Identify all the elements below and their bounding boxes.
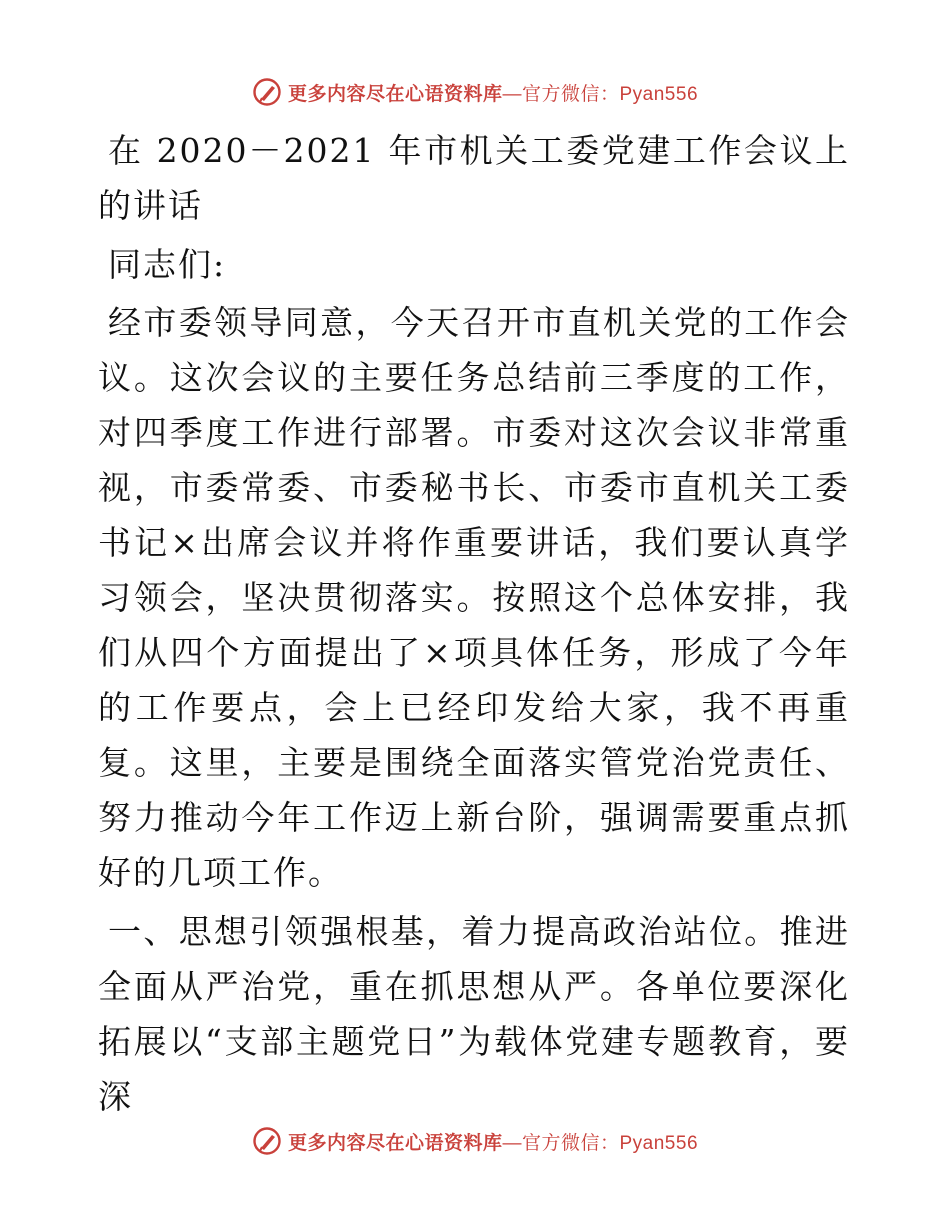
banner-main-text: 更多内容尽在心语资料库 [287, 1132, 503, 1154]
banner-wechat-text: 官方微信：Pyan556 [522, 83, 699, 105]
banner-main-text: 更多内容尽在心语资料库 [287, 83, 503, 105]
footer-watermark-banner [0, 1121, 950, 1161]
banner-separator: — [502, 1132, 522, 1154]
quill-pen-icon [252, 1126, 282, 1156]
document-title: 在 2020－2021 年市机关工委党建工作会议上的讲话 [98, 131, 850, 225]
header-watermark-banner [0, 72, 950, 112]
banner-text [288, 79, 698, 106]
document-body [98, 120, 850, 1128]
paragraph-section-one: 一、思想引领强根基，着力提高政治站位。推进全面从严治党，重在抓思想从严。各单位要深化拓展以“支部主题党日”为载体党建专题教育，要深 [98, 912, 850, 1116]
greeting: 同志们: [108, 245, 227, 284]
banner-separator: — [502, 83, 522, 105]
banner-wechat-text: 官方微信：Pyan556 [522, 1132, 699, 1154]
banner-text [288, 1128, 698, 1155]
paragraph-opening: 经市委领导同意，今天召开市直机关党的工作会议。这次会议的主要任务总结前三季度的工作，对四季度工作进行部署。市委对这次会议非常重视，市委常委、市委秘书长、市委市直机关工委书记×出席会议并将作重要讲话，我们要认真学习领会，坚决贯彻落实。按照这个总体安排，我们从四个方面提出了×项具体任务，形成了今年的工作要点，会上已经印发给大家，我不再重复。这里，主要是围绕全面落实管党治党责任、努力推动今年工作迈上新台阶，强调需要重点抓好的几项工作。 [98, 303, 850, 892]
quill-pen-icon [252, 77, 282, 107]
